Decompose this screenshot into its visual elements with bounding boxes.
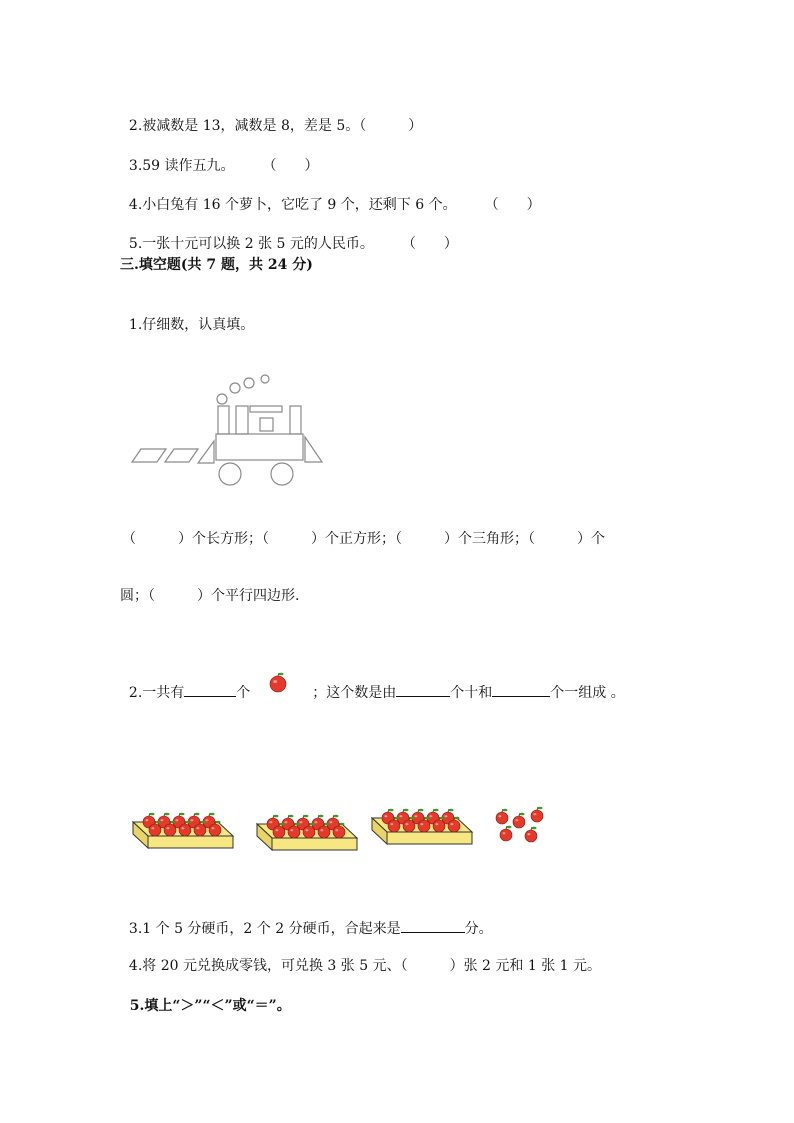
q5-number: 5. <box>129 998 145 1014</box>
q5-text: 填上“＞”“＜”或“＝”。 <box>144 998 291 1014</box>
apple-crate <box>133 813 233 848</box>
q4-text: 将 20 元兑换成零钱，可兑换 3 张 5 元、（ ）张 2 元和 1 张 1 元。 <box>142 958 602 974</box>
q3-number: 3. <box>128 921 143 937</box>
q1-answer-line-1: （ ）个长方形；（ ）个正方形；（ ）个三角形；（ ）个 <box>122 531 605 547</box>
q4-prompt <box>120 936 601 976</box>
section-title: 三.填空题(共 7 题，共 24 分) <box>120 257 313 273</box>
q3-prompt <box>120 898 493 939</box>
q3-text-2: 分。 <box>464 921 493 937</box>
q5-prompt <box>120 976 291 1016</box>
apple-icon <box>525 827 537 842</box>
item-text: 59 读作五九。 （ ） <box>142 158 319 174</box>
item-text: 一张十元可以换 2 张 5 元的人民币。 （ ） <box>142 236 458 252</box>
q2-text-2: 个 <box>236 685 251 701</box>
apple-icon <box>513 813 525 828</box>
apple-icon <box>500 826 512 841</box>
item-number: 2. <box>128 118 143 134</box>
apple-icon <box>531 807 543 822</box>
q3-text-1: 1 个 5 分硬币，2 个 2 分硬币，合起来是 <box>142 921 401 937</box>
apple-icon <box>270 673 286 692</box>
apple-crate <box>257 815 357 850</box>
q1-number: 1. <box>128 317 143 333</box>
apple-icon <box>496 809 508 824</box>
apple-icon <box>270 673 286 692</box>
item-text: 小白兔有 16 个萝卜，它吃了 9 个，还剩下 6 个。 （ ） <box>142 197 541 213</box>
q2-text-3: ；这个数是由 <box>312 685 397 701</box>
item-text: 被减数是 13，减数是 8，差是 5。（ ） <box>142 118 423 134</box>
item-number: 5. <box>128 236 143 252</box>
q1-text: 仔细数，认真填。 <box>142 317 255 333</box>
q2-text-1: 一共有 <box>142 685 185 701</box>
q2-text-4: 个十和 <box>450 685 493 701</box>
item-number: 3. <box>128 158 143 174</box>
q4-number: 4. <box>128 958 143 974</box>
q3-blank[interactable] <box>401 918 465 933</box>
q2-text-5: 个一组成 。 <box>550 685 625 701</box>
item-number: 4. <box>128 197 143 213</box>
apple-crate <box>372 809 472 844</box>
q1-answer-line-2: 圆；（ ）个平行四边形. <box>120 588 300 604</box>
q2-number: 2. <box>128 685 143 701</box>
